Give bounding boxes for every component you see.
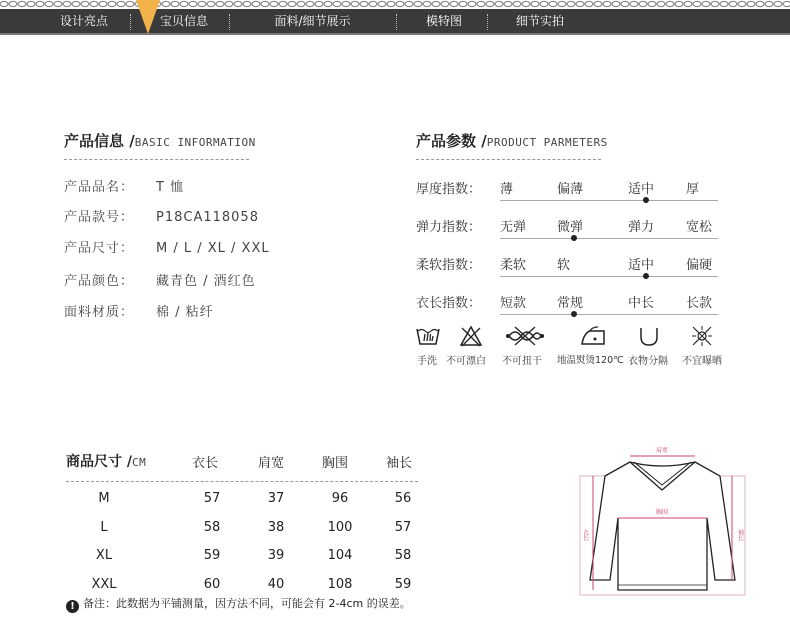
chain-link (234, 1, 242, 6)
info-value: 棉 / 粘纤 (156, 305, 214, 320)
chain-link (603, 1, 611, 6)
chain-link (747, 1, 755, 6)
chain-link (783, 1, 790, 6)
nav-product-info[interactable]: 宝贝信息 (159, 14, 208, 28)
chain-link (513, 1, 521, 6)
chain-link (450, 1, 458, 6)
care-label-separate: 衣物分隔 (628, 356, 668, 367)
chain-link (738, 1, 746, 6)
chain-link (666, 1, 674, 6)
chain-link (729, 1, 737, 6)
shoulder-label: 肩宽 (655, 447, 669, 454)
info-label: 产品款号： (64, 210, 135, 225)
size-row-label: XXL (91, 577, 117, 592)
size-col-length: 衣长 (192, 456, 219, 471)
chain-link (198, 1, 206, 6)
chain-link (360, 1, 368, 6)
care-label-no-wring: 不可扭干 (502, 356, 542, 367)
info-value: M / L / XL / XXL (156, 241, 270, 256)
chain-link (693, 1, 701, 6)
length-label: 衣长 (581, 529, 589, 541)
hand-wash-icon (416, 325, 440, 347)
size-cell: 100 (327, 520, 353, 535)
care-label-iron: 地温熨烫120℃ (557, 355, 624, 366)
chain-link (630, 1, 638, 6)
shirt-outline (590, 462, 735, 590)
nav-divider (396, 14, 397, 30)
chain-link (261, 1, 269, 6)
chain-link (18, 1, 26, 6)
chain-link (36, 1, 44, 6)
size-cell: 38 (267, 520, 285, 535)
param-label: 弹力指数： (416, 220, 482, 235)
chain-link (108, 1, 116, 6)
chain-link (702, 1, 710, 6)
chain-link (648, 1, 656, 6)
size-cell: 40 (267, 577, 285, 592)
chain-link (180, 1, 188, 6)
nav-bar (0, 9, 790, 35)
nav-divider (130, 14, 131, 30)
chain-link (324, 1, 332, 6)
chain-link (297, 1, 305, 6)
product-params-title: 产品参数 / (416, 132, 487, 150)
chain-link (54, 1, 62, 6)
chain-link (495, 1, 503, 6)
nav-model-photos[interactable]: 模特图 (425, 14, 462, 28)
param-option: 无弹 (500, 220, 527, 235)
param-label: 厚度指数： (416, 182, 482, 197)
chain-link (333, 1, 341, 6)
product-info-title: 产品信息 / (64, 132, 135, 150)
chain-link (315, 1, 323, 6)
chain-link (504, 1, 512, 6)
size-cell: 108 (327, 577, 353, 592)
iron-low-icon (580, 325, 606, 347)
chain-link (279, 1, 287, 6)
chain-link (423, 1, 431, 6)
param-option: 微弹 (557, 220, 584, 235)
info-value: P18CA118058 (156, 210, 259, 225)
chain-link (405, 1, 413, 6)
chain-link (9, 1, 17, 6)
chain-link (207, 1, 215, 6)
chest-label: 胸围 (655, 509, 669, 516)
chain-link (540, 1, 548, 6)
chain-link (171, 1, 179, 6)
chain-link (0, 1, 8, 6)
chain-link (288, 1, 296, 6)
nav-fabric-details[interactable]: 面料/细节展示 (274, 14, 351, 28)
chain-link (576, 1, 584, 6)
param-option: 中长 (628, 296, 655, 311)
size-table-title: 商品尺寸 / (66, 454, 132, 470)
param-scale-line (500, 276, 718, 277)
param-scale-marker (643, 273, 649, 279)
param-scale-line (500, 314, 718, 315)
size-cell: 57 (203, 491, 221, 506)
nav-design-highlights[interactable]: 设计亮点 (59, 14, 108, 28)
warning-icon: ! (66, 600, 79, 613)
chain-link (99, 1, 107, 6)
param-scale-line (500, 200, 718, 201)
product-params-heading (416, 130, 608, 151)
chain-link (252, 1, 260, 6)
chain-link (225, 1, 233, 6)
param-option: 适中 (628, 258, 655, 273)
chain-link (756, 1, 764, 6)
info-row-material (64, 301, 214, 320)
param-label: 衣长指数： (416, 296, 482, 311)
chain-link (477, 1, 485, 6)
param-option: 长款 (686, 296, 713, 311)
chain-link (765, 1, 773, 6)
product-info-heading (64, 130, 256, 151)
size-table-heading (66, 451, 146, 471)
product-params-subtitle: PRODUCT PARMETERS (486, 136, 608, 149)
chain-link (117, 1, 125, 6)
chain-link (621, 1, 629, 6)
size-cell: 57 (394, 520, 412, 535)
param-option: 宽松 (686, 220, 713, 235)
chain-link (342, 1, 350, 6)
note-text: 备注：此数据为平铺测量，因方法不同，可能会有 2-4cm 的误差。 (83, 597, 411, 610)
no-wring-icon (505, 325, 545, 347)
chain-link (306, 1, 314, 6)
param-option: 弹力 (628, 220, 655, 235)
chain-link (549, 1, 557, 6)
info-row-size (64, 237, 270, 256)
info-label: 产品颜色： (64, 274, 135, 289)
size-cell: 59 (394, 577, 412, 592)
info-row-color (64, 270, 256, 289)
shirt-diagram (575, 440, 750, 600)
size-table-unit: CM (132, 456, 147, 469)
chain-link (612, 1, 620, 6)
no-sun-dry-icon (690, 325, 714, 347)
chain-link (27, 1, 35, 6)
nav-detail-shots[interactable]: 细节实拍 (515, 14, 564, 28)
size-col-chest: 胸围 (322, 456, 349, 471)
divider (64, 159, 249, 160)
chain-link (270, 1, 278, 6)
chain-link (639, 1, 647, 6)
chain-link (369, 1, 377, 6)
chain-link (567, 1, 575, 6)
chain-link (594, 1, 602, 6)
chain-link (657, 1, 665, 6)
measurement-note (66, 595, 411, 613)
size-cell: 58 (203, 520, 221, 535)
info-row-sku (64, 206, 259, 225)
chain-link (720, 1, 728, 6)
chain-link (711, 1, 719, 6)
chain-link (81, 1, 89, 6)
chain-link (126, 1, 134, 6)
chain-link (387, 1, 395, 6)
size-cell: 56 (394, 491, 412, 506)
param-scale-line (500, 238, 718, 239)
chain-link (468, 1, 476, 6)
param-option: 适中 (628, 182, 655, 197)
param-option: 常规 (557, 296, 584, 311)
chain-link (216, 1, 224, 6)
size-cell: 58 (394, 548, 412, 563)
chain-link (189, 1, 197, 6)
info-row-name (64, 176, 184, 195)
chain-link (459, 1, 467, 6)
care-label-no-sun: 不宜曝晒 (682, 356, 722, 367)
chain-link (675, 1, 683, 6)
divider (66, 481, 418, 482)
divider (416, 159, 601, 160)
nav-divider (229, 14, 230, 30)
nav-active-arrow-icon (136, 0, 160, 34)
nav-divider (487, 14, 488, 30)
size-row-label: XL (95, 548, 113, 563)
size-cell: 37 (267, 491, 285, 506)
chain-link (441, 1, 449, 6)
size-cell: 96 (331, 491, 349, 506)
param-scale-marker (571, 311, 577, 317)
size-cell: 39 (267, 548, 285, 563)
param-scale-marker (643, 197, 649, 203)
chain-link (72, 1, 80, 6)
param-option: 柔软 (500, 258, 527, 273)
chain-border (0, 0, 790, 8)
param-option: 偏硬 (686, 258, 713, 273)
param-option: 软 (557, 258, 571, 273)
chain-link (486, 1, 494, 6)
chain-link (45, 1, 53, 6)
separate-wash-icon (637, 325, 661, 347)
chain-link (90, 1, 98, 6)
param-option: 厚 (686, 182, 700, 197)
size-cell: 60 (203, 577, 221, 592)
param-option: 短款 (500, 296, 527, 311)
param-scale-marker (571, 235, 577, 241)
info-label: 面料材质： (64, 305, 135, 320)
param-label: 柔软指数： (416, 258, 482, 273)
chain-link (432, 1, 440, 6)
info-value: 藏青色 / 酒红色 (156, 274, 256, 289)
chain-link (378, 1, 386, 6)
param-option: 薄 (500, 182, 514, 197)
size-col-sleeve: 袖长 (386, 456, 413, 471)
no-bleach-icon (459, 325, 483, 347)
chain-link (522, 1, 530, 6)
chain-link (558, 1, 566, 6)
chain-link (243, 1, 251, 6)
chain-link (396, 1, 404, 6)
info-value: T 恤 (156, 180, 185, 195)
size-row-label: M (98, 491, 110, 506)
chain-link (63, 1, 71, 6)
param-option: 偏薄 (557, 182, 584, 197)
chain-link (774, 1, 782, 6)
care-label-hand-wash: 手洗 (417, 356, 437, 367)
chain-link (351, 1, 359, 6)
size-row-label: L (100, 520, 108, 535)
size-cell: 59 (203, 548, 221, 563)
chain-link (684, 1, 692, 6)
info-label: 产品品名： (64, 180, 135, 195)
care-label-no-bleach: 不可漂白 (446, 356, 486, 367)
info-label: 产品尺寸： (64, 241, 135, 256)
chain-link (162, 1, 170, 6)
chain-link (414, 1, 422, 6)
size-col-shoulder: 肩宽 (258, 456, 285, 471)
chain-link (531, 1, 539, 6)
product-info-subtitle: BASIC INFORMATION (134, 136, 256, 149)
size-cell: 104 (327, 548, 353, 563)
sleeve-label: 袖长 (736, 529, 744, 541)
chain-link (585, 1, 593, 6)
